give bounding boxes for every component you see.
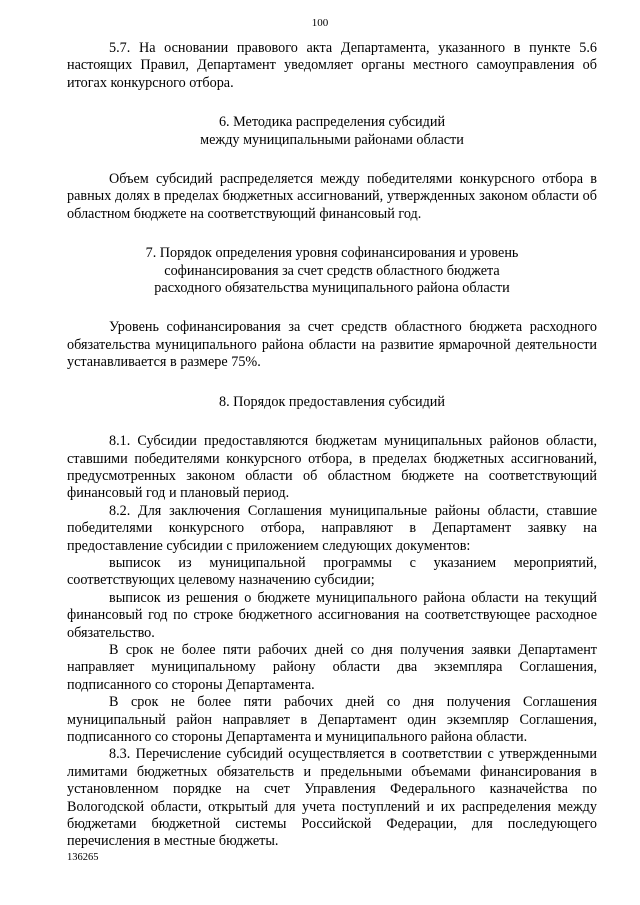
paragraph-district-deadline: В срок не более пяти рабочих дней со дня получения Соглашения муниципальный район направляет в Департамент один экземпляр Соглашения, подписанного со стороны Департамента и муниципального района области. [67,694,597,745]
section-7-title-line-3: расходного обязательства муниципального района области [154,280,510,297]
paragraph-budget-extract: выписок из решения о бюджете муниципального района области на текущий финансовый год по строке бюджетного ассигнования на соответствующее расходное обязательство. [67,589,597,641]
section-7-title-line-2: софинансирования за счет средств областного бюджета [164,262,500,279]
section-6-title-line-2: между муниципальными районами области [200,131,464,148]
section-7-title-line-1: 7. Порядок определения уровня софинансирования и уровень [145,245,519,262]
footer-code: 136265 [67,852,99,863]
section-6-body: Объем субсидий распределяется между победителями конкурсного отбора в равных долях в пределах бюджетных ассигнований, утвержденных законом области об областном бюджете на соответствующий финансовый год. [67,171,597,222]
page-number: 100 [311,17,329,29]
paragraph-5-7: 5.7. На основании правового акта Департамента, указанного в пункте 5.6 настоящих Правил, Департамент уведомляет органы местного самоуправления об итогах конкурсного отбора. [67,40,597,91]
document-body [67,40,597,851]
paragraph-8-1: 8.1. Субсидии предоставляются бюджетам муниципальных районов области, ставшими победителями конкурсного отбора, в пределах бюджетных ассигнований, предусмотренных законом области об областном бюджете на соответствующий финансовый год и плановый период. [67,433,597,502]
paragraph-department-deadline: В срок не более пяти рабочих дней со дня получения заявки Департамент направляет муниципальному району области два экземпляра Соглашения, подписанного со стороны Департамента. [67,641,597,693]
section-6-title-line-1: 6. Методика распределения субсидий [218,114,446,131]
paragraph-8-2: 8.2. Для заключения Соглашения муниципальные районы области, ставшие победителями конкурсного отбора, направляют в Департамент заявку на предоставление субсидии с приложением следующих документов: [67,502,597,554]
paragraph-8-3: 8.3. Перечисление субсидий осуществляется в соответствии с утвержденными лимитами бюджетных обязательств и предельными объемами финансирования в установленном порядке на счет Управления Федерального казначейства по Вологодской области, открытый для учета поступлений и их распределения между бюджетами бюджетной системы Российской Федерации, для последующего перечисления в местные бюджеты. [67,746,597,850]
section-8-title: 8. Порядок предоставления субсидий [218,393,445,410]
paragraph-program-extract: выписок из муниципальной программы с указанием мероприятий, соответствующих целевому назначению субсидии; [67,554,597,589]
section-7-body: Уровень софинансирования за счет средств областного бюджета расходного обязательства муниципального района области на развитие ярмарочной деятельности устанавливается в размере 75%. [67,319,597,371]
